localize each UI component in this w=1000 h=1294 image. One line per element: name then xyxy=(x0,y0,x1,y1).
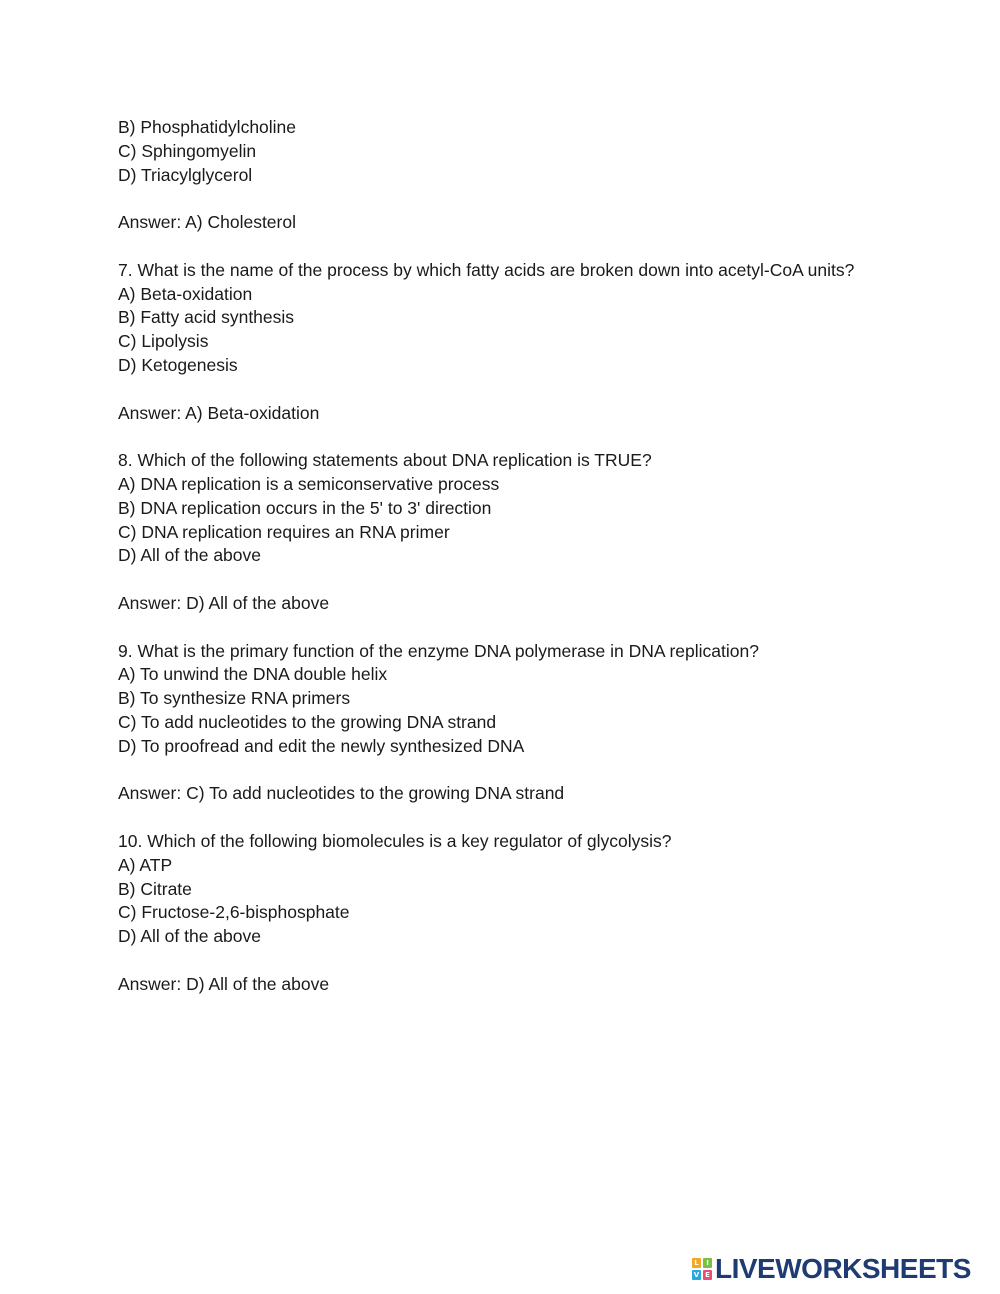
option-line: C) Fructose-2,6-bisphosphate xyxy=(118,902,350,923)
blank-line xyxy=(118,187,958,211)
blank-line xyxy=(118,568,958,592)
option-line: D) Triacylglycerol xyxy=(118,164,253,185)
answer-line: Answer: A) Beta-oxidation xyxy=(118,402,320,423)
option-line: A) To unwind the DNA double helix xyxy=(118,664,388,685)
option-line: C) Lipolysis xyxy=(118,331,209,352)
blank-line xyxy=(118,949,958,973)
option-line: B) Fatty acid synthesis xyxy=(118,307,295,328)
option-line: D) All of the above xyxy=(118,545,261,566)
option-line: D) All of the above xyxy=(118,926,261,947)
worksheet-content xyxy=(118,116,958,996)
logo-mark-e: E xyxy=(703,1270,712,1280)
option-line: C) DNA replication requires an RNA primer xyxy=(118,521,450,542)
option-line: A) ATP xyxy=(118,854,173,875)
question-line: 9. What is the primary function of the enzyme DNA polymerase in DNA replication? xyxy=(118,640,759,661)
option-line: D) To proofread and edit the newly synthesized DNA xyxy=(118,735,525,756)
option-line: B) To synthesize RNA primers xyxy=(118,688,351,709)
option-line: D) Ketogenesis xyxy=(118,354,238,375)
answer-line: Answer: D) All of the above xyxy=(118,973,330,994)
question-line: 8. Which of the following statements about DNA replication is TRUE? xyxy=(118,450,652,471)
option-line: B) Citrate xyxy=(118,878,192,899)
answer-line: Answer: A) Cholesterol xyxy=(118,212,296,233)
logo-text: LIVEWORKSHEETS xyxy=(715,1253,971,1284)
logo-mark-l: L xyxy=(692,1258,701,1268)
option-line: A) Beta-oxidation xyxy=(118,283,253,304)
blank-line xyxy=(118,616,958,640)
option-line: B) Phosphatidylcholine xyxy=(118,117,297,137)
question-line: 10. Which of the following biomolecules is a key regulator of glycolysis? xyxy=(118,830,672,851)
option-line: C) To add nucleotides to the growing DNA strand xyxy=(118,711,497,732)
option-line: B) DNA replication occurs in the 5' to 3' direction xyxy=(118,497,492,518)
option-line: A) DNA replication is a semiconservative process xyxy=(118,473,500,494)
blank-line xyxy=(118,806,958,830)
blank-line xyxy=(118,425,958,449)
logo-mark-i: I xyxy=(703,1258,712,1268)
option-line: C) Sphingomyelin xyxy=(118,140,257,161)
answer-line: Answer: C) To add nucleotides to the growing DNA strand xyxy=(118,783,565,804)
blank-line xyxy=(118,378,958,402)
liveworksheets-logo xyxy=(692,1254,988,1284)
answer-line: Answer: D) All of the above xyxy=(118,592,330,613)
blank-line xyxy=(118,759,958,783)
blank-line xyxy=(118,235,958,259)
question-line: 7. What is the name of the process by which fatty acids are broken down into acetyl-CoA units? xyxy=(118,259,855,280)
logo-mark-v: V xyxy=(693,1271,700,1279)
liveworksheets-logo-icon xyxy=(692,1258,712,1280)
